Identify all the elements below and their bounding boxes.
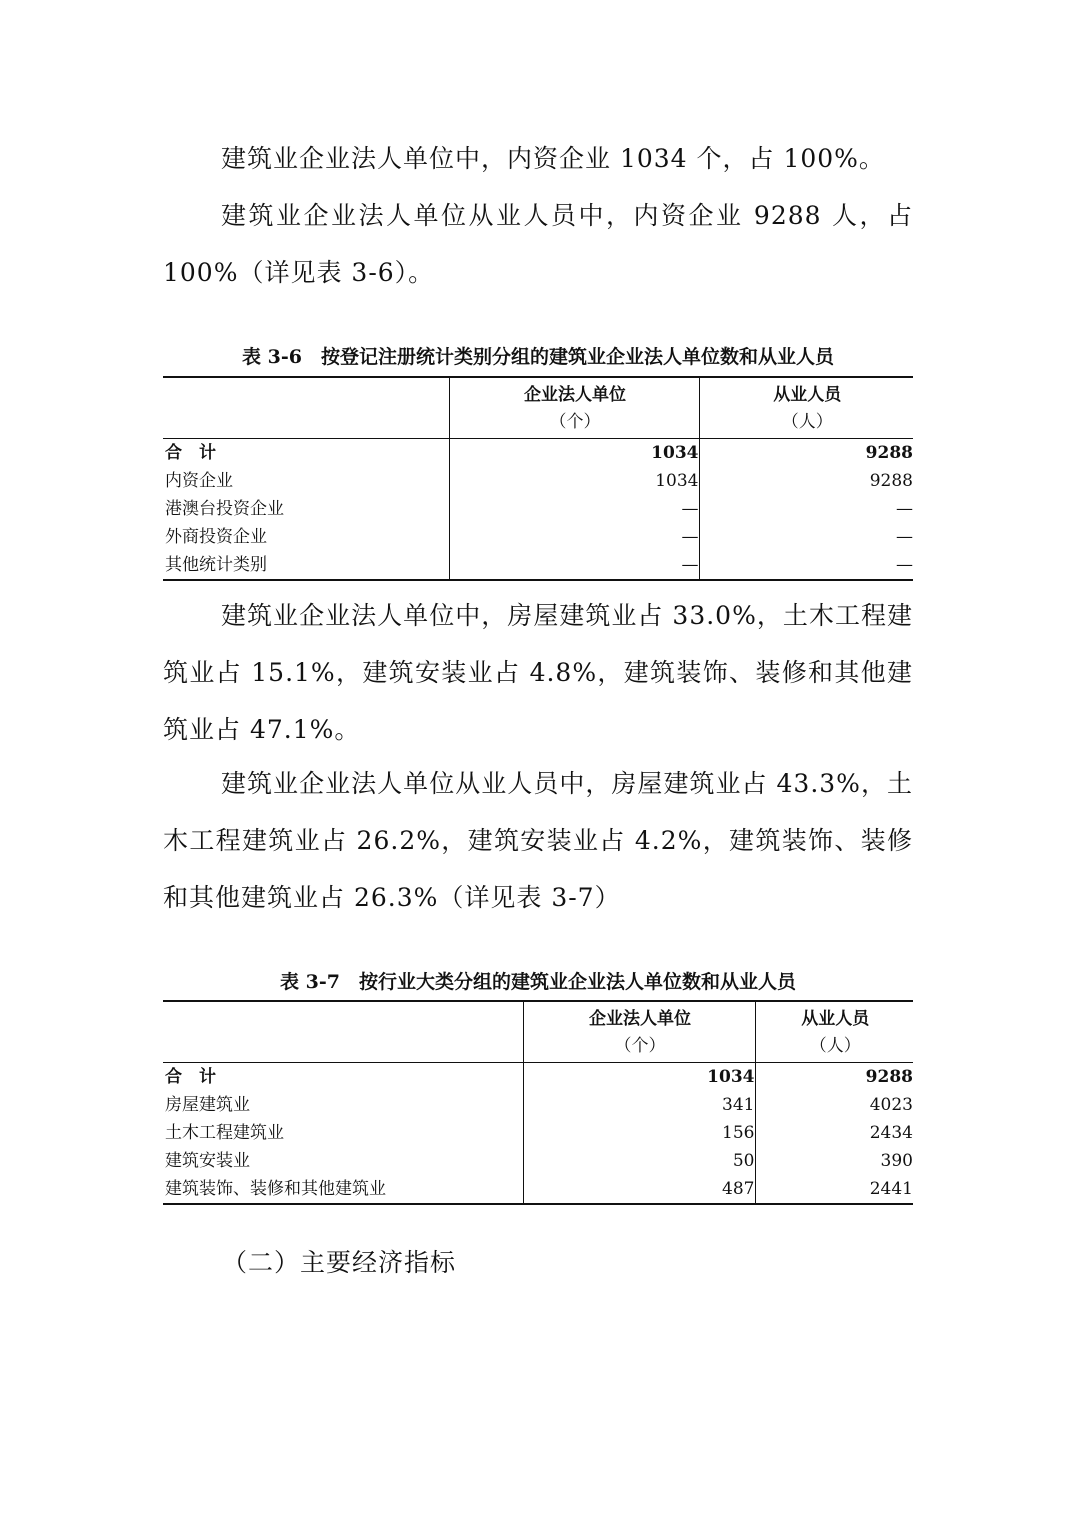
row-name: 内资企业 [165,471,233,491]
header-persons-label: 从业人员 [801,1009,870,1029]
row-units: 1034 [449,439,699,468]
row-persons: 390 [755,1147,913,1175]
row-units: — [449,523,699,551]
table-row [163,439,913,468]
table-3-6 [163,376,913,581]
table-row [163,1091,913,1119]
row-name: 房屋建筑业 [165,1095,250,1115]
row-name: 合 计 [165,1067,216,1087]
header-units [523,1001,755,1063]
paragraph-person-share: 建筑业企业法人单位从业人员中，房屋建筑业占 43.3%，土木工程建筑业占 26.2%，建筑安装业占 4.2%，建筑装饰、装修和其他建筑业占 26.3%（详见表 3-7） [163,769,913,912]
row-units: 156 [523,1119,755,1147]
table-header-row [163,1001,913,1063]
table-row [163,1147,913,1175]
table-row [163,495,913,523]
row-persons: — [699,495,913,523]
paragraph-unit-share: 建筑业企业法人单位中，房屋建筑业占 33.0%，土木工程建筑业占 15.1%，建筑安装业占 4.8%，建筑装饰、装修和其他建筑业占 47.1%。 [163,601,913,744]
header-persons-unit: （人） [781,412,833,432]
header-blank [163,1001,523,1063]
row-persons: — [699,551,913,580]
row-name: 建筑装饰、装修和其他建筑业 [165,1179,386,1199]
table-3-6-caption: 表 3-6 按登记注册统计类别分组的建筑业企业法人单位数和从业人员 [242,346,834,368]
table-header-row [163,377,913,439]
header-units-unit: （个） [549,412,601,432]
row-persons: 2441 [755,1175,913,1204]
table-row [163,1175,913,1204]
row-name: 外商投资企业 [165,527,267,547]
section-heading: （二）主要经济指标 [222,1248,457,1277]
table-row [163,1119,913,1147]
paragraph-domestic-units: 建筑业企业法人单位中，内资企业 1034 个，占 100%。 [221,144,885,173]
row-units: 1034 [523,1063,755,1092]
row-name: 其他统计类别 [165,555,267,575]
paragraph-domestic-persons: 建筑业企业法人单位从业人员中，内资企业 9288 人，占 100%（详见表 3-6）。 [163,201,913,287]
row-units: — [449,495,699,523]
row-persons: 4023 [755,1091,913,1119]
header-units [449,377,699,439]
table-row [163,467,913,495]
header-units-label: 企业法人单位 [524,385,626,405]
row-name: 建筑安装业 [165,1151,250,1171]
header-persons-label: 从业人员 [773,385,842,405]
header-units-unit: （个） [614,1036,666,1056]
table-row [163,1063,913,1092]
row-name: 土木工程建筑业 [165,1123,284,1143]
header-persons-unit: （人） [809,1036,861,1056]
row-units: — [449,551,699,580]
row-persons: — [699,523,913,551]
header-persons [755,1001,913,1063]
table-row [163,523,913,551]
table-3-7-caption: 表 3-7 按行业大类分组的建筑业企业法人单位数和从业人员 [280,971,796,993]
table-3-7 [163,1000,913,1205]
row-persons: 9288 [699,467,913,495]
header-persons [699,377,913,439]
row-units: 50 [523,1147,755,1175]
header-units-label: 企业法人单位 [589,1009,691,1029]
row-persons: 9288 [755,1063,913,1092]
row-units: 487 [523,1175,755,1204]
row-units: 341 [523,1091,755,1119]
row-name: 港澳台投资企业 [165,499,284,519]
header-blank [163,377,449,439]
row-persons: 9288 [699,439,913,468]
table-row [163,551,913,580]
row-persons: 2434 [755,1119,913,1147]
row-units: 1034 [449,467,699,495]
row-name: 合 计 [165,443,216,463]
